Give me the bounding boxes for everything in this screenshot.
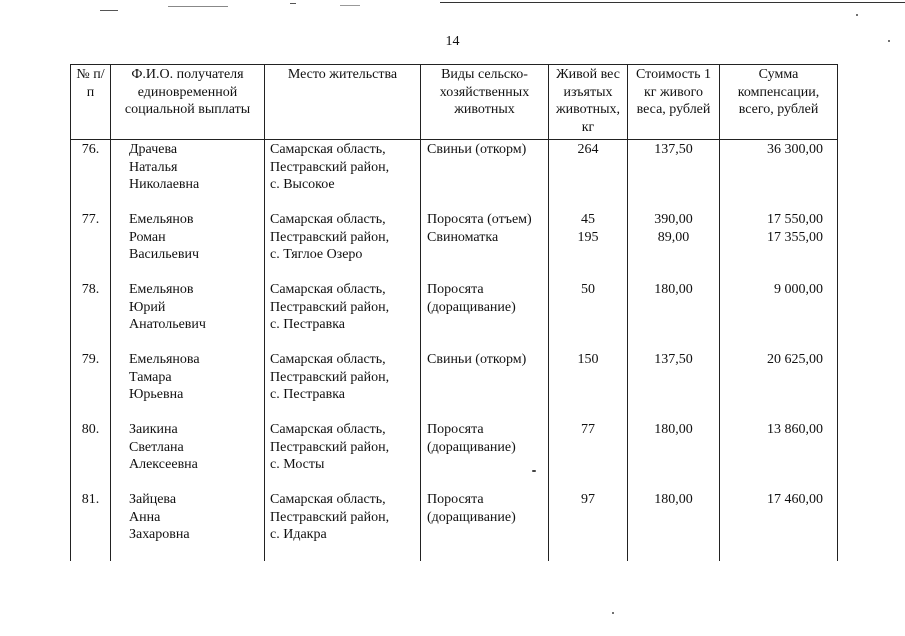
animal-types-line: Поросята bbox=[427, 422, 484, 437]
row-number-cell bbox=[71, 140, 111, 212]
recipient-name-line: Роман bbox=[129, 229, 166, 245]
row-number: 80. bbox=[81, 422, 100, 437]
compensation-total-line: 36 300,00 bbox=[767, 142, 823, 157]
recipient-name-line: Юрьевна bbox=[129, 387, 184, 402]
animal-types-line: Свиноматка bbox=[427, 229, 499, 245]
price-per-kg-line: 390,00 bbox=[654, 212, 693, 227]
scan-artifact-mark bbox=[290, 3, 296, 4]
recipient-name-line: Емельянова bbox=[129, 352, 200, 367]
price-per-kg-cell bbox=[628, 211, 720, 281]
row-number-cell bbox=[71, 351, 111, 421]
recipient-name-cell bbox=[111, 491, 265, 561]
header-residence: Место жительства bbox=[265, 65, 421, 140]
compensation-total-cell bbox=[720, 421, 838, 491]
compensation-total-cell bbox=[720, 281, 838, 351]
recipient-name-cell bbox=[111, 140, 265, 212]
header-recipient-name: Ф.И.О. получателя единовременной социальной выплаты bbox=[111, 65, 265, 140]
header-compensation-total: Сумма компенсации, всего, рублей bbox=[720, 65, 838, 140]
price-per-kg-cell bbox=[628, 351, 720, 421]
row-number-cell bbox=[71, 491, 111, 561]
recipient-name-line: Драчева bbox=[129, 142, 178, 157]
residence-line: Пестравский район, bbox=[270, 509, 390, 525]
live-weight-line: 45 bbox=[581, 212, 595, 227]
residence-line: с. Пестравка bbox=[270, 387, 346, 402]
price-per-kg-cell bbox=[628, 281, 720, 351]
compensation-total-line: 9 000,00 bbox=[774, 282, 823, 297]
compensation-total-cell bbox=[720, 211, 838, 281]
table-body bbox=[71, 140, 838, 562]
table-row bbox=[71, 140, 838, 212]
animal-types-line: Поросята (отъем) bbox=[427, 212, 532, 227]
table-row bbox=[71, 351, 838, 421]
live-weight-line: 50 bbox=[581, 282, 595, 297]
header-number: № п/п bbox=[71, 65, 111, 140]
scan-artifact-mark bbox=[340, 5, 360, 6]
header-price-per-kg: Стоимость 1 кг живого веса, рублей bbox=[628, 65, 720, 140]
recipient-name-cell bbox=[111, 351, 265, 421]
animal-types-line: Поросята bbox=[427, 492, 484, 507]
animal-types-cell bbox=[421, 140, 549, 212]
animal-types-line: Свиньи (откорм) bbox=[427, 142, 527, 157]
table-row bbox=[71, 421, 838, 491]
live-weight-cell bbox=[549, 140, 628, 212]
scan-artifact-dot bbox=[612, 612, 614, 614]
residence-cell bbox=[265, 140, 421, 212]
price-per-kg-cell bbox=[628, 491, 720, 561]
residence-line: Самарская область, bbox=[270, 352, 386, 367]
animal-types-cell bbox=[421, 351, 549, 421]
recipient-name-line: Емельянов bbox=[129, 212, 194, 227]
residence-line: Пестравский район, bbox=[270, 159, 390, 175]
live-weight-cell bbox=[549, 491, 628, 561]
price-per-kg-line: 180,00 bbox=[654, 422, 693, 437]
recipient-name-line: Анатольевич bbox=[129, 317, 206, 332]
residence-line: Самарская область, bbox=[270, 422, 386, 437]
compensation-table bbox=[70, 64, 838, 561]
recipient-name-line: Зайцева bbox=[129, 492, 177, 507]
compensation-total-line: 13 860,00 bbox=[767, 422, 823, 437]
animal-types-cell bbox=[421, 491, 549, 561]
residence-cell bbox=[265, 211, 421, 281]
scan-artifact-mark bbox=[100, 10, 118, 11]
recipient-name-line: Заикина bbox=[129, 422, 178, 437]
live-weight-cell bbox=[549, 281, 628, 351]
residence-line: с. Тяглое Озеро bbox=[270, 247, 363, 262]
residence-line: с. Идакра bbox=[270, 527, 327, 542]
compensation-total-line: 17 355,00 bbox=[767, 229, 823, 245]
page-number: 14 bbox=[445, 34, 460, 49]
compensation-total-line: 17 550,00 bbox=[767, 212, 823, 227]
live-weight-line: 195 bbox=[577, 229, 599, 245]
animal-types-line: (доращивание) bbox=[427, 299, 516, 315]
residence-cell bbox=[265, 421, 421, 491]
compensation-total-cell bbox=[720, 351, 838, 421]
table-row bbox=[71, 491, 838, 561]
price-per-kg-cell bbox=[628, 140, 720, 212]
recipient-name-line: Емельянов bbox=[129, 282, 194, 297]
recipient-name-line: Анна bbox=[129, 509, 161, 525]
animal-types-cell bbox=[421, 421, 549, 491]
price-per-kg-cell bbox=[628, 421, 720, 491]
animal-types-line: Поросята bbox=[427, 282, 484, 297]
row-number: 79. bbox=[81, 352, 100, 367]
animal-types-cell bbox=[421, 211, 549, 281]
price-per-kg-line: 89,00 bbox=[657, 229, 690, 245]
compensation-total-cell bbox=[720, 140, 838, 212]
residence-line: Самарская область, bbox=[270, 142, 386, 157]
row-number-cell bbox=[71, 281, 111, 351]
header-live-weight: Живой вес изъятых животных, кг bbox=[549, 65, 628, 140]
row-number: 78. bbox=[81, 282, 100, 297]
compensation-total-line: 17 460,00 bbox=[767, 492, 823, 507]
live-weight-line: 97 bbox=[581, 492, 595, 507]
scan-artifact-edge bbox=[440, 2, 905, 3]
row-number-cell bbox=[71, 211, 111, 281]
price-per-kg-line: 137,50 bbox=[654, 142, 693, 157]
live-weight-cell bbox=[549, 421, 628, 491]
recipient-name-line: Васильевич bbox=[129, 247, 199, 262]
live-weight-line: 264 bbox=[577, 142, 599, 157]
residence-line: с. Мосты bbox=[270, 457, 325, 472]
animal-types-line: (доращивание) bbox=[427, 509, 516, 525]
table-row bbox=[71, 211, 838, 281]
row-number: 77. bbox=[81, 212, 100, 227]
live-weight-line: 150 bbox=[577, 352, 599, 367]
residence-line: Пестравский район, bbox=[270, 299, 390, 315]
scan-artifact-mark bbox=[168, 6, 228, 7]
residence-line: с. Высокое bbox=[270, 177, 335, 192]
compensation-total-cell bbox=[720, 491, 838, 561]
table-row bbox=[71, 281, 838, 351]
animal-types-line: Свиньи (откорм) bbox=[427, 352, 527, 367]
residence-line: Самарская область, bbox=[270, 282, 386, 297]
compensation-total-line: 20 625,00 bbox=[767, 352, 823, 367]
residence-line: Пестравский район, bbox=[270, 439, 390, 455]
residence-line: Пестравский район, bbox=[270, 369, 390, 385]
recipient-name-line: Светлана bbox=[129, 439, 184, 455]
price-per-kg-line: 137,50 bbox=[654, 352, 693, 367]
recipient-name-cell bbox=[111, 421, 265, 491]
row-number-cell bbox=[71, 421, 111, 491]
residence-line: с. Пестравка bbox=[270, 317, 346, 332]
residence-line: Пестравский район, bbox=[270, 229, 390, 245]
recipient-name-line: Захаровна bbox=[129, 527, 190, 542]
animal-types-line: (доращивание) bbox=[427, 439, 516, 455]
residence-line: Самарская область, bbox=[270, 492, 386, 507]
live-weight-cell bbox=[549, 351, 628, 421]
recipient-name-line: Наталья bbox=[129, 159, 178, 175]
residence-cell bbox=[265, 281, 421, 351]
recipient-name-line: Алексеевна bbox=[129, 457, 198, 472]
live-weight-cell bbox=[549, 211, 628, 281]
recipient-name-cell bbox=[111, 281, 265, 351]
table-header-row bbox=[71, 65, 838, 140]
residence-cell bbox=[265, 351, 421, 421]
residence-line: Самарская область, bbox=[270, 212, 386, 227]
compensation-table-container bbox=[70, 64, 838, 561]
animal-types-cell bbox=[421, 281, 549, 351]
row-number: 81. bbox=[81, 492, 100, 507]
recipient-name-line: Тамара bbox=[129, 369, 172, 385]
price-per-kg-line: 180,00 bbox=[654, 282, 693, 297]
live-weight-line: 77 bbox=[581, 422, 595, 437]
recipient-name-line: Юрий bbox=[129, 299, 166, 315]
recipient-name-cell bbox=[111, 211, 265, 281]
recipient-name-line: Николаевна bbox=[129, 177, 200, 192]
residence-cell bbox=[265, 491, 421, 561]
scan-artifact-dot bbox=[856, 14, 858, 16]
row-number: 76. bbox=[81, 142, 100, 157]
price-per-kg-line: 180,00 bbox=[654, 492, 693, 507]
header-animal-types: Виды сельско-хозяйственных животных bbox=[421, 65, 549, 140]
